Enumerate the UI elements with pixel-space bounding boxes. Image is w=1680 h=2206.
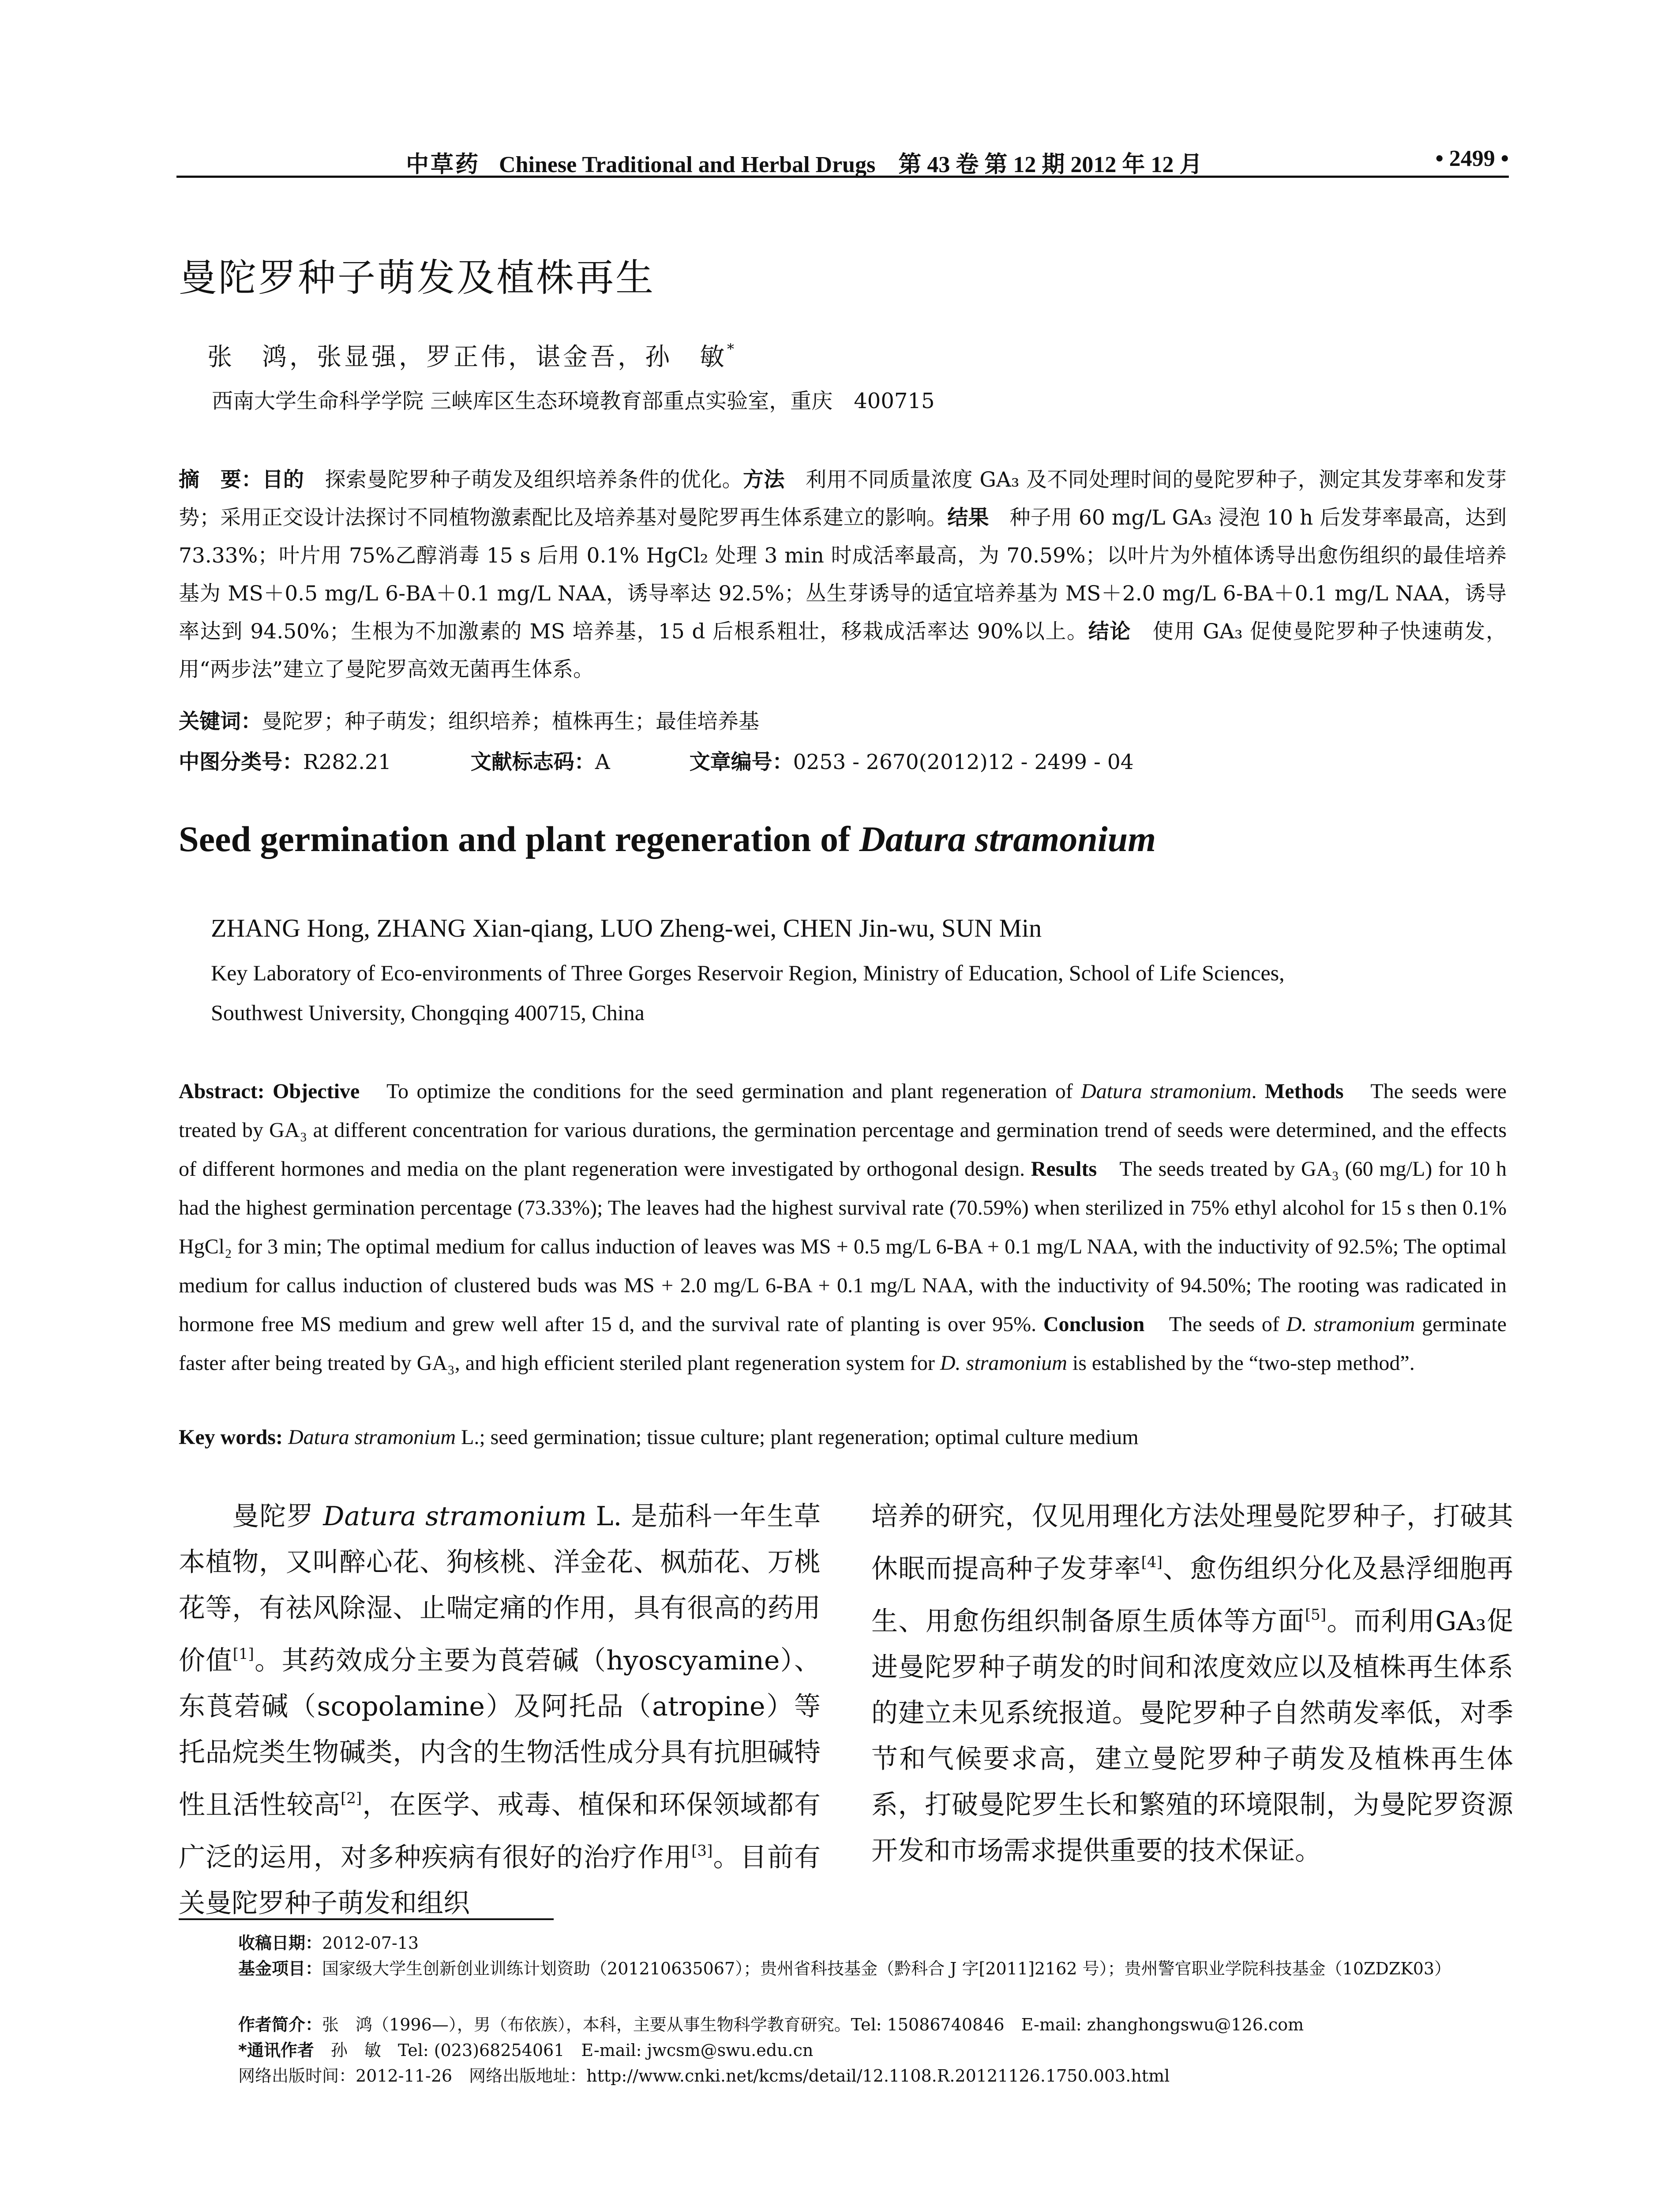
cn-authors — [207, 338, 734, 373]
cn-keywords — [179, 705, 759, 735]
en-affiliation-line-1: Key Laboratory of Eco-environments of Three Gorges Reservoir Region, Ministry of Education, School of Life Sciences, — [211, 960, 1285, 985]
en-results-label: Results — [1031, 1157, 1097, 1181]
en-abstract-label: Abstract: Objective — [179, 1080, 360, 1103]
en-affiliation-line-2: Southwest University, Chongqing 400715, China — [211, 1000, 645, 1025]
en-keywords-species: Datura stramonium — [288, 1426, 456, 1449]
footnote-online: 网络出版时间：2012-11-26 网络出版地址：http://www.cnki.net/kcms/detail/12.1108.R.20121126.1750.003.html — [238, 2066, 1170, 2086]
en-conclusion-3: is established by the “two-step method”. — [1067, 1351, 1415, 1375]
citation-2[interactable]: [2] — [341, 1790, 362, 1807]
body-left-4: ，在医学、戒毒、植保和环保领域都有广泛的运用，对多种疾病有很好的治疗作用 — [179, 1790, 821, 1873]
en-title — [179, 818, 1156, 860]
clc-label: 中图分类号： — [179, 750, 303, 774]
running-header — [176, 140, 1509, 180]
body-column-left — [179, 1493, 821, 1926]
article-no-value: 0253 - 2670(2012)12 - 2499 - 04 — [793, 750, 1134, 774]
fund-text: 国家级大学生创新创业训练计划资助（201210635067）；贵州省科技基金（黔科合 J 字[2011]2162 号）；贵州警官职业学院科技基金（10ZDZK03） — [322, 1959, 1451, 1978]
cn-abstract-label: 摘 要： — [179, 468, 262, 492]
body-left-3: 。其药效成分主要为莨菪碱（hyoscyamine）、东莨菪碱（scopolamine）及阿托品（atropine）等托品烷类生物碱类，内含的生物活性成分具有抗胆碱特性且活性较高 — [179, 1645, 821, 1820]
page-number: • 2499 • — [1435, 146, 1509, 171]
cn-methods-label: 方法 — [742, 468, 785, 492]
en-objective-species: Datura stramonium — [1081, 1080, 1252, 1103]
footnote-fund — [238, 1956, 1509, 1981]
clc-value: R282.21 — [303, 750, 391, 774]
received-label: 收稿日期： — [238, 1933, 322, 1953]
cn-objective: 探索曼陀罗种子萌发及组织培养条件的优化。 — [304, 468, 743, 492]
cn-affiliation: 西南大学生命科学学院 三峡库区生态环境教育部重点实验室，重庆 400715 — [212, 389, 935, 413]
cn-keywords-label: 关键词： — [179, 709, 262, 734]
body-right-2: 、愈伤组织分化及悬浮细胞再生、用愈伤组织制备原生质体等方面 — [871, 1553, 1514, 1637]
body-left-5: 。目前有关曼陀罗种子萌发和组织 — [179, 1842, 821, 1919]
cn-keywords-text: 曼陀罗；种子萌发；组织培养；植株再生；最佳培养基 — [262, 709, 759, 734]
header-rule — [176, 176, 1509, 178]
citation-1[interactable]: [1] — [232, 1645, 254, 1663]
corresponding-label: *通讯作者 — [238, 2041, 314, 2060]
fund-label: 基金项目： — [238, 1959, 322, 1978]
cn-abstract — [179, 461, 1507, 689]
citation-3[interactable]: [3] — [691, 1842, 713, 1860]
en-conclusion-1: The seeds of — [1144, 1313, 1286, 1336]
footnote-corresponding — [238, 2037, 813, 2063]
en-title-main: Seed germination and plant regeneration of — [179, 819, 859, 859]
doc-code-label: 文献标志码： — [470, 750, 595, 774]
en-authors: ZHANG Hong, ZHANG Xian-qiang, LUO Zheng-wei, CHEN Jin-wu, SUN Min — [211, 914, 1042, 942]
en-abstract — [179, 1072, 1507, 1383]
cn-author-list: 张 鸿，张显强，罗正伟，谌金吾，孙 敏 — [207, 343, 727, 371]
en-keywords — [179, 1425, 1507, 1449]
en-title-species: Datura stramonium — [859, 819, 1156, 859]
citation-5[interactable]: [5] — [1305, 1606, 1327, 1624]
cn-title: 曼陀罗种子萌发及植株再生 — [179, 256, 655, 300]
body-right-3: 。而利用GA₃促进曼陀罗种子萌发的时间和浓度效应以及植株再生体系的建立未见系统报道。曼陀罗种子自然萌发率低，对季节和气候要求高，建立曼陀罗种子萌发及植株再生体系，打破曼陀罗生长和繁殖的环境限制，为曼陀罗资源开发和市场需求提供重要的技术保证。 — [871, 1606, 1514, 1866]
doc-code-value: A — [595, 750, 610, 774]
corresponding-info: 孙 敏 Tel: (023)68254061 E-mail: jwcsm@swu.edu.cn — [314, 2041, 814, 2060]
cn-results-label: 结果 — [947, 506, 989, 530]
footnote-author — [238, 2012, 1304, 2037]
journal-cn-name: 中草药 — [406, 151, 480, 178]
body-column-right — [871, 1493, 1513, 1874]
body-right-1: 培养的研究，仅见用理化方法处理曼陀罗种子，打破其休眠而提高种子发芽率 — [871, 1501, 1513, 1584]
footnote-received — [238, 1930, 419, 1956]
cn-classification — [179, 746, 1134, 775]
en-results: The seeds treated by GA₃ (60 mg/L) for 10 h had the highest germination percentage (73.33%); The leaves had the highest survival rate (70.59%) when sterilized in 75% ethyl alcohol for 15 s then 0.1% HgCl₂ for 3 min; The optimal medium for callus induction of leaves was MS + 0.5 mg/L 6-BA + 0.1 mg/L NAA, with the inductivity of 92.5%; The optimal medium for callus induction of clustered buds was MS + 2.0 mg/L 6-BA + 0.1 mg/L NAA, with the inductivity of 94.50%; The rooting was radicated in hormone free MS medium and grew well after 15 d, and the survival rate of planting is over 95%. — [179, 1157, 1507, 1336]
cn-conclusion-label: 结论 — [1088, 619, 1132, 644]
en-methods: The seeds were treated by GA₃ at different concentration for various durations, the germination percentage and germination trend of seeds were determined, and the effects of different hormones and media on the plant regeneration were investigated by orthogonal design. — [179, 1080, 1507, 1181]
header-journal — [406, 146, 1202, 179]
en-conclusion-species-1: D. stramonium — [1286, 1313, 1415, 1336]
en-conclusion-label: Conclusion — [1043, 1313, 1145, 1336]
en-conclusion-2: germinate faster after being treated by GA₃, and high efficient steriled plant regeneration system for — [179, 1313, 1507, 1375]
article-no-label: 文章编号： — [689, 750, 793, 774]
corresponding-mark: * — [727, 341, 734, 357]
body-left-2: L. 是茄科一年生草本植物，又叫醉心花、狗核桃、洋金花、枫茄花、万桃花等，有祛风除湿、止喘定痛的作用，具有很高的药用价值 — [179, 1501, 821, 1676]
en-objective-end: . — [1251, 1080, 1257, 1103]
footnote-rule — [179, 1918, 554, 1920]
cn-objective-label: 目的 — [262, 468, 304, 492]
citation-4[interactable]: [4] — [1141, 1553, 1162, 1571]
body-left-species: Datura stramonium — [323, 1501, 587, 1532]
author-bio-label: 作者简介： — [238, 2015, 322, 2034]
en-conclusion-species-2: D. stramonium — [940, 1351, 1067, 1375]
en-methods-label: Methods — [1264, 1080, 1344, 1103]
journal-en-name: Chinese Traditional and Herbal Drugs — [499, 152, 876, 177]
received-date: 2012-07-13 — [322, 1933, 419, 1953]
en-keywords-text: L.; seed germination; tissue culture; plant regeneration; optimal culture medium — [456, 1426, 1139, 1449]
cn-results: 种子用 60 mg/L GA₃ 浸泡 10 h 后发芽率最高，达到 73.33%；叶片用 75%乙醇消毒 15 s 后用 0.1% HgCl₂ 处理 3 min 时成活率最高，为 70.59%；以叶片为外植体诱导出愈伤组织的最佳培养基为 MS＋0.5 mg/L 6-BA＋0.1 mg/L NAA，诱导率达 92.5%；丛生芽诱导的适宜培养基为 MS＋2.0 mg/L 6-BA＋0.1 mg/L NAA，诱导率达到 94.50%；生根为不加激素的 MS 培养基，15 d 后根系粗壮，移栽成活率达 90%以上。 — [179, 506, 1507, 644]
body-left-1: 曼陀罗 — [232, 1501, 323, 1532]
cn-conclusion: 使用 GA₃ 促使曼陀罗种子快速萌发，用“两步法”建立了曼陀罗高效无菌再生体系。 — [179, 619, 1507, 682]
cn-methods: 利用不同质量浓度 GA₃ 及不同处理时间的曼陀罗种子，测定其发芽率和发芽势；采用正交设计法探讨不同植物激素配比及培养基对曼陀罗再生体系建立的影响。 — [179, 468, 1507, 530]
en-keywords-label: Key words: — [179, 1426, 283, 1449]
en-objective: To optimize the conditions for the seed germination and plant regeneration of — [360, 1080, 1081, 1103]
en-affiliation — [211, 953, 1285, 1032]
author-bio: 张 鸿（1996—），男（布依族），本科，主要从事生物科学教育研究。Tel: 15086740846 E-mail: zhanghongswu@126.com — [322, 2015, 1304, 2034]
journal-issue: 第 43 卷 第 12 期 2012 年 12 月 — [898, 152, 1203, 177]
